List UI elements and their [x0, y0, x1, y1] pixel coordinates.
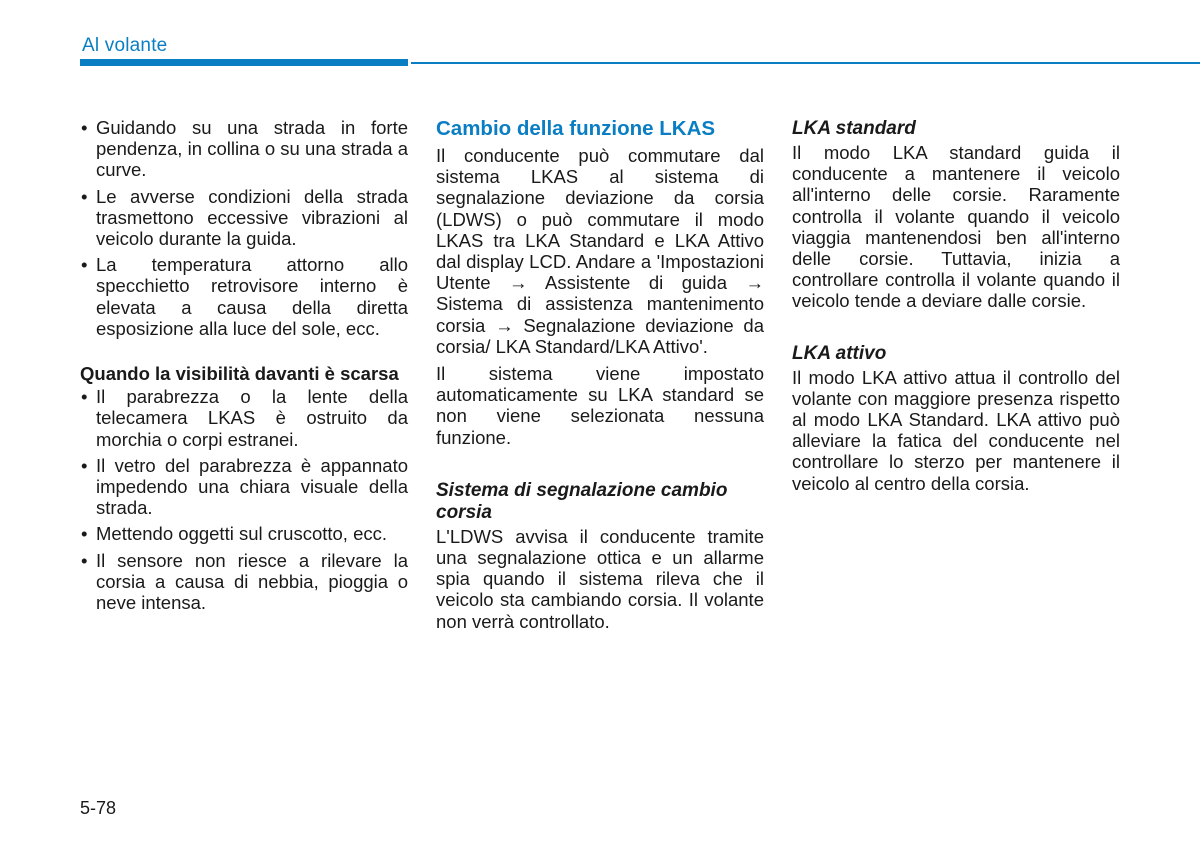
bullet-icon: •	[81, 185, 88, 207]
list-item: • Guidando su una strada in forte pendenza, in collina o su una strada a curve.	[81, 117, 408, 181]
bullet-icon: •	[81, 549, 88, 571]
column-right	[792, 117, 1120, 494]
bullet-icon: •	[81, 117, 88, 138]
header-rule-thin	[411, 62, 1200, 64]
bullet-icon: •	[81, 386, 88, 408]
list-item: • Il vetro del parabrezza è appannato impedendo una chiara visuale della strada.	[81, 454, 408, 519]
heading-lka-standard: LKA standard	[792, 118, 916, 139]
paragraph-default-mode: Il sistema viene impostato automaticamente su LKA standard se non viene selezionata nessuna funzione.	[436, 363, 764, 448]
list-item: • La temperatura attorno allo specchietto retrovisore interno è elevata a causa della diretta esposizione alla luce del sole, ecc.	[81, 254, 408, 339]
column-left	[80, 117, 408, 618]
paragraph-lka-standard: Il modo LKA standard guida il conducente a mantenere il veicolo all'interno delle corsie. Raramente controlla il volante quando il veicolo viaggia mantenendosi ben all'interno delle corsie. Tuttavia, inizia a controllare controlla il volante quando il veicolo tende a deviare dalle corsie.	[792, 142, 1120, 312]
paragraph-ldws: L'LDWS avvisa il conducente tramite una segnalazione ottica e un allarme spia quando il sistema rileva che il veicolo sta cambiando corsia. Il volante non verrà controllato.	[436, 525, 764, 632]
heading-lane-change-warning: Sistema di segnalazione cambio corsia	[436, 479, 728, 523]
list-item: • Il sensore non riesce a rilevare la corsia a causa di nebbia, pioggia o neve intensa.	[81, 549, 408, 614]
page-number: 5-78	[80, 798, 117, 818]
list-item: • Mettendo oggetti sul cruscotto, ecc.	[81, 523, 388, 545]
bullet-icon: •	[81, 454, 88, 476]
heading-lkas-change: Cambio della funzione LKAS	[436, 117, 716, 140]
bullet-list-visibility	[80, 386, 408, 613]
section-title: Al volante	[82, 35, 168, 56]
bullet-icon: •	[81, 254, 88, 276]
subheading-visibility: Quando la visibilità davanti è scarsa	[80, 363, 399, 385]
list-item: • Le avverse condizioni della strada trasmettono eccessive vibrazioni al veicolo durante la guida.	[81, 185, 408, 250]
paragraph-lka-active: Il modo LKA attivo attua il controllo del volante con maggiore presenza rispetto al modo LKA Standard. LKA attivo può alleviare la fatica del conducente nel controllare lo sterzo per mantenere il veicolo al centro della corsia.	[792, 366, 1120, 494]
bullet-list-conditions	[80, 117, 408, 339]
bullet-icon: •	[81, 523, 88, 545]
header-rule-thick	[80, 59, 408, 66]
list-item: • Il parabrezza o la lente della telecamera LKAS è ostruito da morchia o corpi estranei.	[81, 386, 408, 450]
paragraph-lkas-change: Il conducente può commutare dal sistema LKAS al sistema di segnalazione deviazione da corsia (LDWS) o può commutare il modo LKAS tra LKA Standard e LKA Attivo dal display LCD. Andare a 'Impostazioni Utente → Assistente di guida → Sistema di assistenza mantenimento corsia → Segnalazione deviazione da corsia/ LKA Standard/LKA Attivo'.	[436, 145, 764, 357]
column-middle	[436, 117, 764, 632]
heading-lka-active: LKA attivo	[792, 342, 887, 364]
